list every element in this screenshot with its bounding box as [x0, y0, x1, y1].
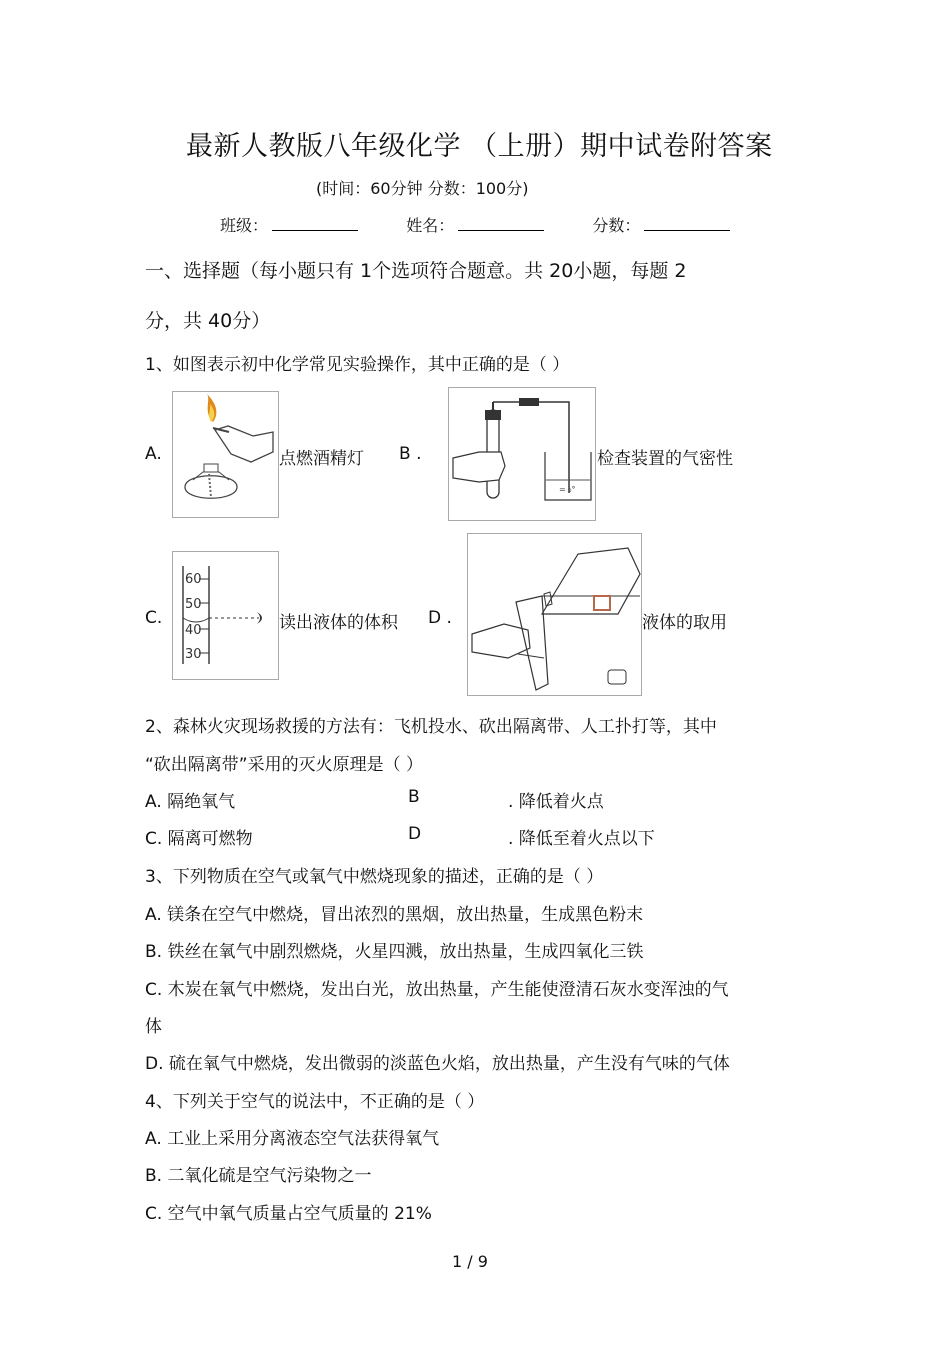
q2-option-b-letter: B	[408, 787, 420, 807]
q1-option-c-text: 读出液体的体积	[279, 613, 398, 633]
q4-option-c: C. 空气中氧气质量占空气质量的 21%	[145, 1204, 432, 1224]
q1-option-c-letter: C.	[145, 608, 163, 628]
class-blank	[272, 216, 358, 231]
liquid-pouring-figure	[467, 533, 642, 696]
q3-option-d: D. 硫在氧气中燃烧，发出微弱的淡蓝色火焰，放出热量，产生没有气味的气体	[145, 1054, 730, 1074]
q2-option-a: A. 隔绝氧气	[145, 792, 236, 812]
q1-option-a-letter: A.	[145, 444, 162, 464]
lamp-lighting-icon	[173, 392, 278, 517]
q2-option-d-text: . 降低至着火点以下	[508, 829, 655, 849]
q3-option-c-line2: 体	[145, 1017, 162, 1037]
q1-stem: 1、如图表示初中化学常见实验操作，其中正确的是（ ）	[145, 355, 570, 375]
q2-option-b-text: . 降低着火点	[508, 792, 604, 812]
graduated-cylinder-figure	[172, 551, 279, 680]
q4-stem: 4、下列关于空气的说法中，不正确的是（ ）	[145, 1092, 485, 1112]
airtightness-figure	[448, 387, 596, 521]
section-heading-line2: 分，共 40分）	[145, 310, 271, 332]
scale-label-60: 60	[185, 572, 202, 587]
section-heading-line1: 一、选择题（每小题只有 1个选项符合题意。共 20小题，每题 2	[145, 260, 687, 282]
q3-option-c-line1: C. 木炭在氧气中燃烧，发出白光，放出热量，产生能使澄清石灰水变浑浊的气	[145, 980, 729, 1000]
q1-option-d-text: 液体的取用	[642, 613, 727, 633]
q1-option-b-letter: B .	[399, 444, 422, 464]
gas-tightness-apparatus-icon	[449, 388, 595, 520]
page-number: 1 / 9	[452, 1252, 488, 1271]
q4-option-a: A. 工业上采用分离液态空气法获得氧气	[145, 1129, 440, 1149]
scale-label-50: 50	[185, 597, 202, 612]
time-score-line: (时间：60分钟 分数：100分)	[316, 179, 529, 198]
q1-option-b-text: 检查装置的气密性	[597, 449, 733, 469]
q2-option-c: C. 隔离可燃物	[145, 829, 253, 849]
q1-option-d-letter: D .	[428, 608, 452, 628]
scale-label-40: 40	[185, 623, 202, 638]
liquid-pouring-icon	[468, 534, 641, 695]
scale-ticks	[199, 579, 209, 653]
scale-label-30: 30	[185, 647, 202, 662]
name-blank	[458, 216, 544, 231]
class-label: 班级：	[220, 216, 269, 235]
q2-stem-line2: “砍出隔离带”采用的灭火原理是（ ）	[145, 755, 424, 775]
name-label: 姓名：	[406, 216, 455, 235]
score-blank	[644, 216, 730, 231]
q2-stem-line1: 2、森林火灾现场救援的方法有：飞机投水、砍出隔离带、人工扑打等，其中	[145, 717, 717, 737]
q4-option-b: B. 二氧化硫是空气污染物之一	[145, 1166, 372, 1186]
page-title: 最新人教版八年级化学 （上册）期中试卷附答案	[186, 131, 773, 162]
score-label: 分数：	[592, 216, 641, 235]
q3-option-b: B. 铁丝在氧气中剧烈燃烧，火星四溅，放出热量，生成四氧化三铁	[145, 942, 644, 962]
svg-text:= ₀°: = ₀°	[559, 485, 576, 494]
q3-stem: 3、下列物质在空气或氧气中燃烧现象的描述，正确的是（ ）	[145, 867, 604, 887]
q2-option-d-letter: D	[408, 824, 422, 844]
q3-option-a: A. 镁条在空气中燃烧，冒出浓烈的黑烟，放出热量，生成黑色粉末	[145, 905, 644, 925]
info-line	[220, 213, 730, 236]
q1-option-a-text: 点燃酒精灯	[279, 449, 364, 469]
alcohol-lamp-figure	[172, 391, 279, 518]
